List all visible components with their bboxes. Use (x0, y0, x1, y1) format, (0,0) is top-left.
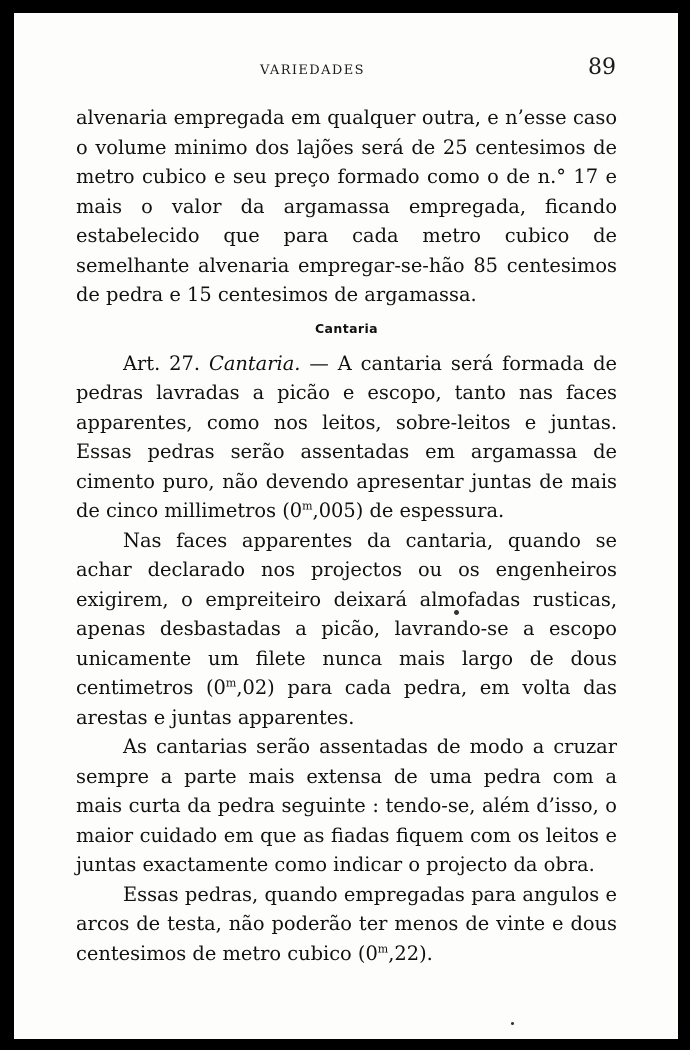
unit-superscript: m (302, 499, 313, 513)
paragraph-article-27 (76, 349, 617, 526)
article-number: Art. 27. (123, 351, 201, 375)
book-page (14, 13, 678, 1039)
section-heading: Cantaria (314, 320, 378, 336)
page-header (14, 51, 678, 81)
paragraph-faces-body: Nas faces apparentes da cantaria, quando se achar declarado nos projectos ou os engenheiros exigirem, o empreiteiro deixará almofadas rusticas, apenas desbastadas a picão, lavrando-se a escopo unicamente um filete nunca mais largo de dous centimetros (0 (76, 528, 617, 699)
unit-superscript: m (377, 942, 389, 956)
paragraph-assentadas: As cantarias serão assentadas de modo a cruzar sempre a parte mais extensa de uma pedra com a mais curta da pedra seguinte : tendo-se, além d’isso, o maior cuidado em que as fiadas fiquem com os leitos e juntas exactamente como indicar o projecto da obra. (76, 735, 617, 876)
ink-speck (511, 1022, 514, 1025)
paragraph-faces-end: ,02) para cada pedra, em volta das arestas e juntas apparentes. (76, 676, 617, 729)
paragraph-angulos-end: ,22). (388, 941, 433, 965)
page-number: 89 (588, 55, 616, 80)
unit-superscript: m (225, 676, 237, 690)
paragraph-angulos (76, 880, 617, 969)
paragraph-angulos-body: Essas pedras, quando empregadas para angulos e arcos de testa, não poderão ter menos de vinte e dous centesimos de metro cubico (0 (76, 882, 617, 965)
paragraph-continued: alvenaria empregada em qualquer outra, e n’esse caso o volume minimo dos lajões será de 25 centesimos de metro cubico e seu preço formado como o de n.° 17 e mais o valor da argamassa empregada, ficando estabelecido que para cada metro cubico de semelhante alvenaria empregar-se-hão 85 centesimos de pedra e 15 centesimos de argamassa. (76, 106, 617, 306)
article-body-end: ,005) de espessura. (312, 499, 505, 522)
article-body: — A cantaria será formada de pedras lavradas a picão e escopo, tanto nas faces apparentes, como nos leitos, sobre-leitos e juntas. Essas pedras serão assentadas em argamassa de cimento puro, não devendo apresentar juntas de mais de cinco millimetros (0 (76, 351, 617, 522)
running-title: VARIEDADES (260, 63, 365, 78)
article-title: Cantaria. (208, 351, 301, 375)
ink-speck (454, 610, 459, 615)
body-text (76, 103, 617, 968)
paragraph-faces (76, 526, 617, 733)
